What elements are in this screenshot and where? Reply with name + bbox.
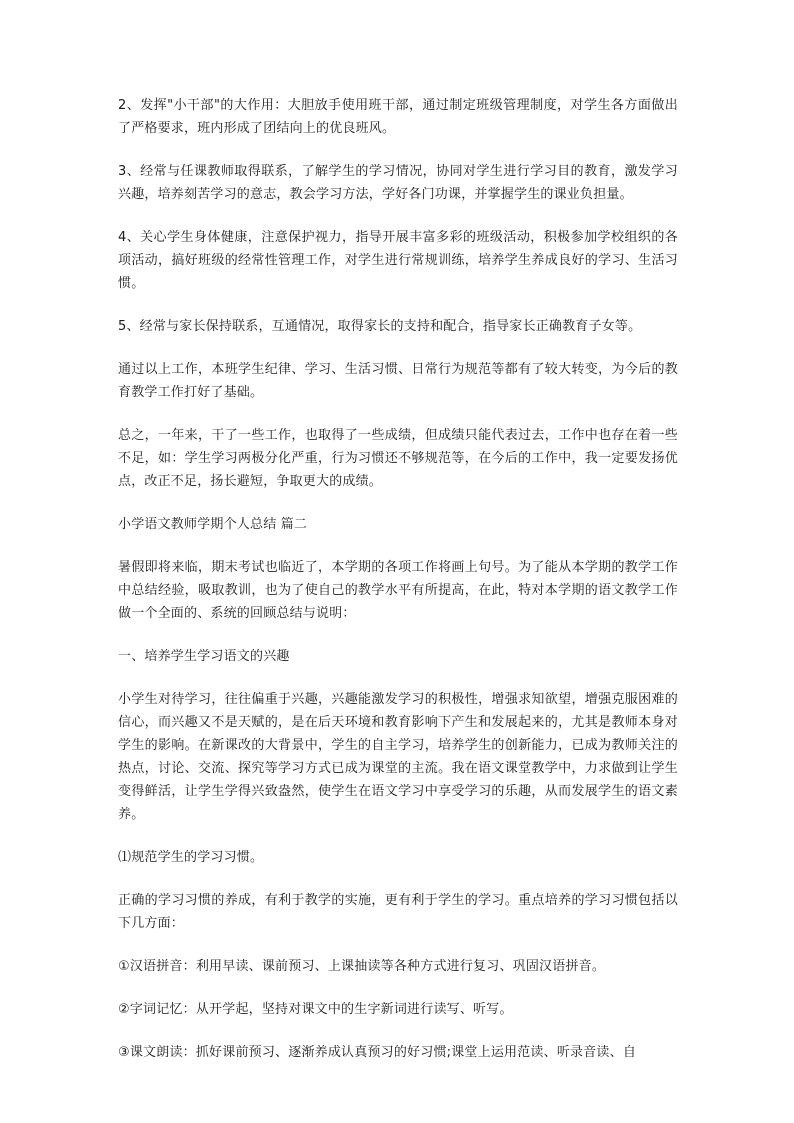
section-title-part-two: 小学语文教师学期个人总结 篇二	[118, 517, 308, 532]
paragraph-item-5: 5、经常与家长保持联系，互通情况，取得家长的支持和配合，指导家长正确教育子女等。	[118, 319, 642, 334]
paragraph-habits-intro: 正确的学习习惯的养成，有利于教学的实施，更有利于学生的学习。重点培养的学习习惯包括以下几方面：	[118, 893, 678, 931]
list-item-pinyin: ①汉语拼音：利用早读、课前预习、上课抽读等各种方式进行复习、巩固汉语拼音。	[118, 959, 606, 974]
list-item-vocabulary: ②字词记忆：从开学起，坚持对课文中的生字新词进行读写、听写。	[118, 1002, 513, 1017]
paragraph-item-4: 4、关心学生身体健康，注意保护视力，指导开展丰富多彩的班级活动，积极参加学校组织的各项活动，搞好班级的经常性管理工作，对学生进行常规训练，培养学生养成良好的学习、生活习惯。	[118, 230, 678, 291]
paragraph-summary-work: 通过以上工作，本班学生纪律、学习、生活习惯、日常行为规范等都有了较大转变，为今后的教育教学工作打好了基础。	[118, 362, 678, 400]
paragraph-interest-body: 小学生对待学习，往往偏重于兴趣，兴趣能激发学习的积极性，增强求知欲望，增强克服困难的信心，而兴趣又不是天赋的，是在后天环境和教育影响下产生和发展起来的，尤其是教师本身对学生的影响。在新课改的大背景中，学生的自主学习，培养学生的创新能力，已成为教师关注的热点，讨论、交流、探究等学习方式已成为课堂的主流。我在语文课堂教学中，力求做到让学生变得鲜活，让学生学得兴致盎然，使学生在语文学习中享受学习的乐趣，从而发展学生的语文素养。	[118, 692, 678, 822]
list-item-reading: ③课文朗读：抓好课前预习、逐渐养成认真预习的好习惯;课堂上运用范读、听录音读、自	[118, 1045, 637, 1060]
subheading-study-habits: ⑴规范学生的学习习惯。	[118, 850, 264, 865]
paragraph-conclusion: 总之，一年来，干了一些工作，也取得了一些成绩，但成绩只能代表过去，工作中也存在着一些不足，如：学生学习两极分化严重，行为习惯还不够规范等，在今后的工作中，我一定要发扬优点，改正不足，扬长避短，争取更大的成绩。	[118, 428, 678, 489]
paragraph-item-3: 3、经常与任课教师取得联系，了解学生的学习情况，协同对学生进行学习目的教育，激发学习兴趣，培养刻苦学习的意志，教会学习方法，学好各门功课，并掌握学生的课业负担量。	[118, 164, 678, 202]
section-heading-interest: 一、培养学生学习语文的兴趣	[118, 649, 290, 664]
paragraph-item-2: 2、发挥"小干部"的大作用：大胆放手使用班干部，通过制定班级管理制度，对学生各方面做出了严格要求，班内形成了团结向上的优良班风。	[118, 98, 678, 136]
paragraph-intro: 暑假即将来临，期末考试也临近了，本学期的各项工作将画上句号。为了能从本学期的教学工作中总结经验，吸取教训，也为了使自己的教学水平有所提高，在此，特对本学期的语文教学工作做一个全面的、系统的回顾总结与说明：	[118, 560, 678, 621]
document-page	[118, 94, 678, 1084]
